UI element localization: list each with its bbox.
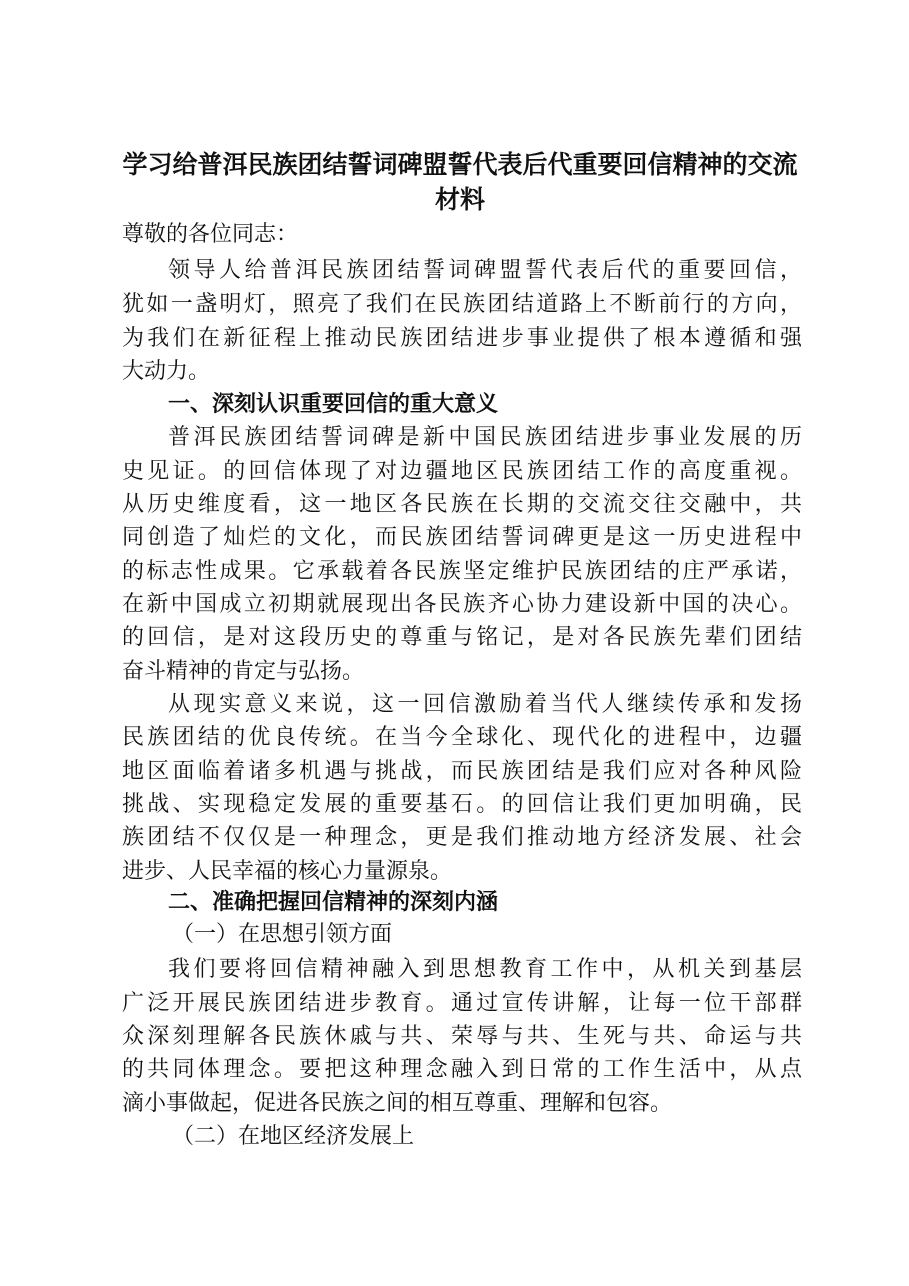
intro-line: 犹如一盏明灯，照亮了我们在民族团结道路上不断前行的方向， — [122, 292, 802, 317]
paragraph-line: 滴小事做起，促进各民族之间的相互尊重、理解和包容。 — [122, 1091, 673, 1116]
paragraph-line: 族团结不仅仅是一种理念，更是我们推动地方经济发展、社会 — [122, 825, 802, 850]
paragraph-line: 地区面临着诸多机遇与挑战，而民族团结是我们应对各种风险 — [122, 759, 802, 784]
paragraph-line: 民族团结的优良传统。在当今全球化、现代化的进程中，边疆 — [122, 725, 802, 750]
subsection-heading: （一）在思想引领方面 — [172, 922, 393, 947]
paragraph-line: 从历史维度看，这一地区各民族在长期的交流交往交融中，共 — [122, 492, 802, 517]
paragraph-line: 的标志性成果。它承载着各民族坚定维护民族团结的庄严承诺， — [122, 559, 802, 584]
document-title-line-2: 材料 — [434, 185, 485, 214]
salutation: 尊敬的各位同志： — [122, 222, 299, 247]
section-heading: 二、准确把握回信精神的深刻内涵 — [168, 890, 499, 915]
paragraph-line: 从现实意义来说，这一回信激励着当代人继续传承和发扬 — [168, 692, 802, 717]
paragraph-line: 同创造了灿烂的文化，而民族团结誓词碑更是这一历史进程中 — [122, 525, 802, 550]
paragraph-line: 的回信，是对这段历史的尊重与铭记，是对各民族先辈们团结 — [122, 625, 802, 650]
paragraph-line: 广泛开展民族团结进步教育。通过宣传讲解，让每一位干部群 — [122, 991, 802, 1016]
paragraph-line: 普洱民族团结誓词碑是新中国民族团结进步事业发展的历 — [168, 425, 802, 450]
paragraph-line: 史见证。的回信体现了对边疆地区民族团结工作的高度重视。 — [122, 459, 802, 484]
paragraph-line: 的共同体理念。要把这种理念融入到日常的工作生活中，从点 — [122, 1057, 802, 1082]
intro-line: 为我们在新征程上推动民族团结进步事业提供了根本遵循和强 — [122, 326, 802, 351]
intro-line: 大动力。 — [122, 359, 211, 384]
intro-line: 领导人给普洱民族团结誓词碑盟誓代表后代的重要回信， — [168, 258, 802, 283]
subsection-heading: （二）在地区经济发展上 — [172, 1124, 415, 1149]
paragraph-line: 众深刻理解各民族休戚与共、荣辱与共、生死与共、命运与共 — [122, 1024, 802, 1049]
paragraph-line: 进步、人民幸福的核心力量源泉。 — [122, 859, 453, 884]
paragraph-line: 我们要将回信精神融入到思想教育工作中，从机关到基层 — [168, 957, 802, 982]
section-heading: 一、深刻认识重要回信的重大意义 — [168, 392, 499, 417]
paragraph-line: 奋斗精神的肯定与弘扬。 — [122, 659, 365, 684]
paragraph-line: 挑战、实现稳定发展的重要基石。的回信让我们更加明确，民 — [122, 792, 802, 817]
paragraph-line: 在新中国成立初期就展现出各民族齐心协力建设新中国的决心。 — [122, 592, 802, 617]
document-title-line-1: 学习给普洱民族团结誓词碑盟誓代表后代重要回信精神的交流 — [122, 150, 798, 179]
